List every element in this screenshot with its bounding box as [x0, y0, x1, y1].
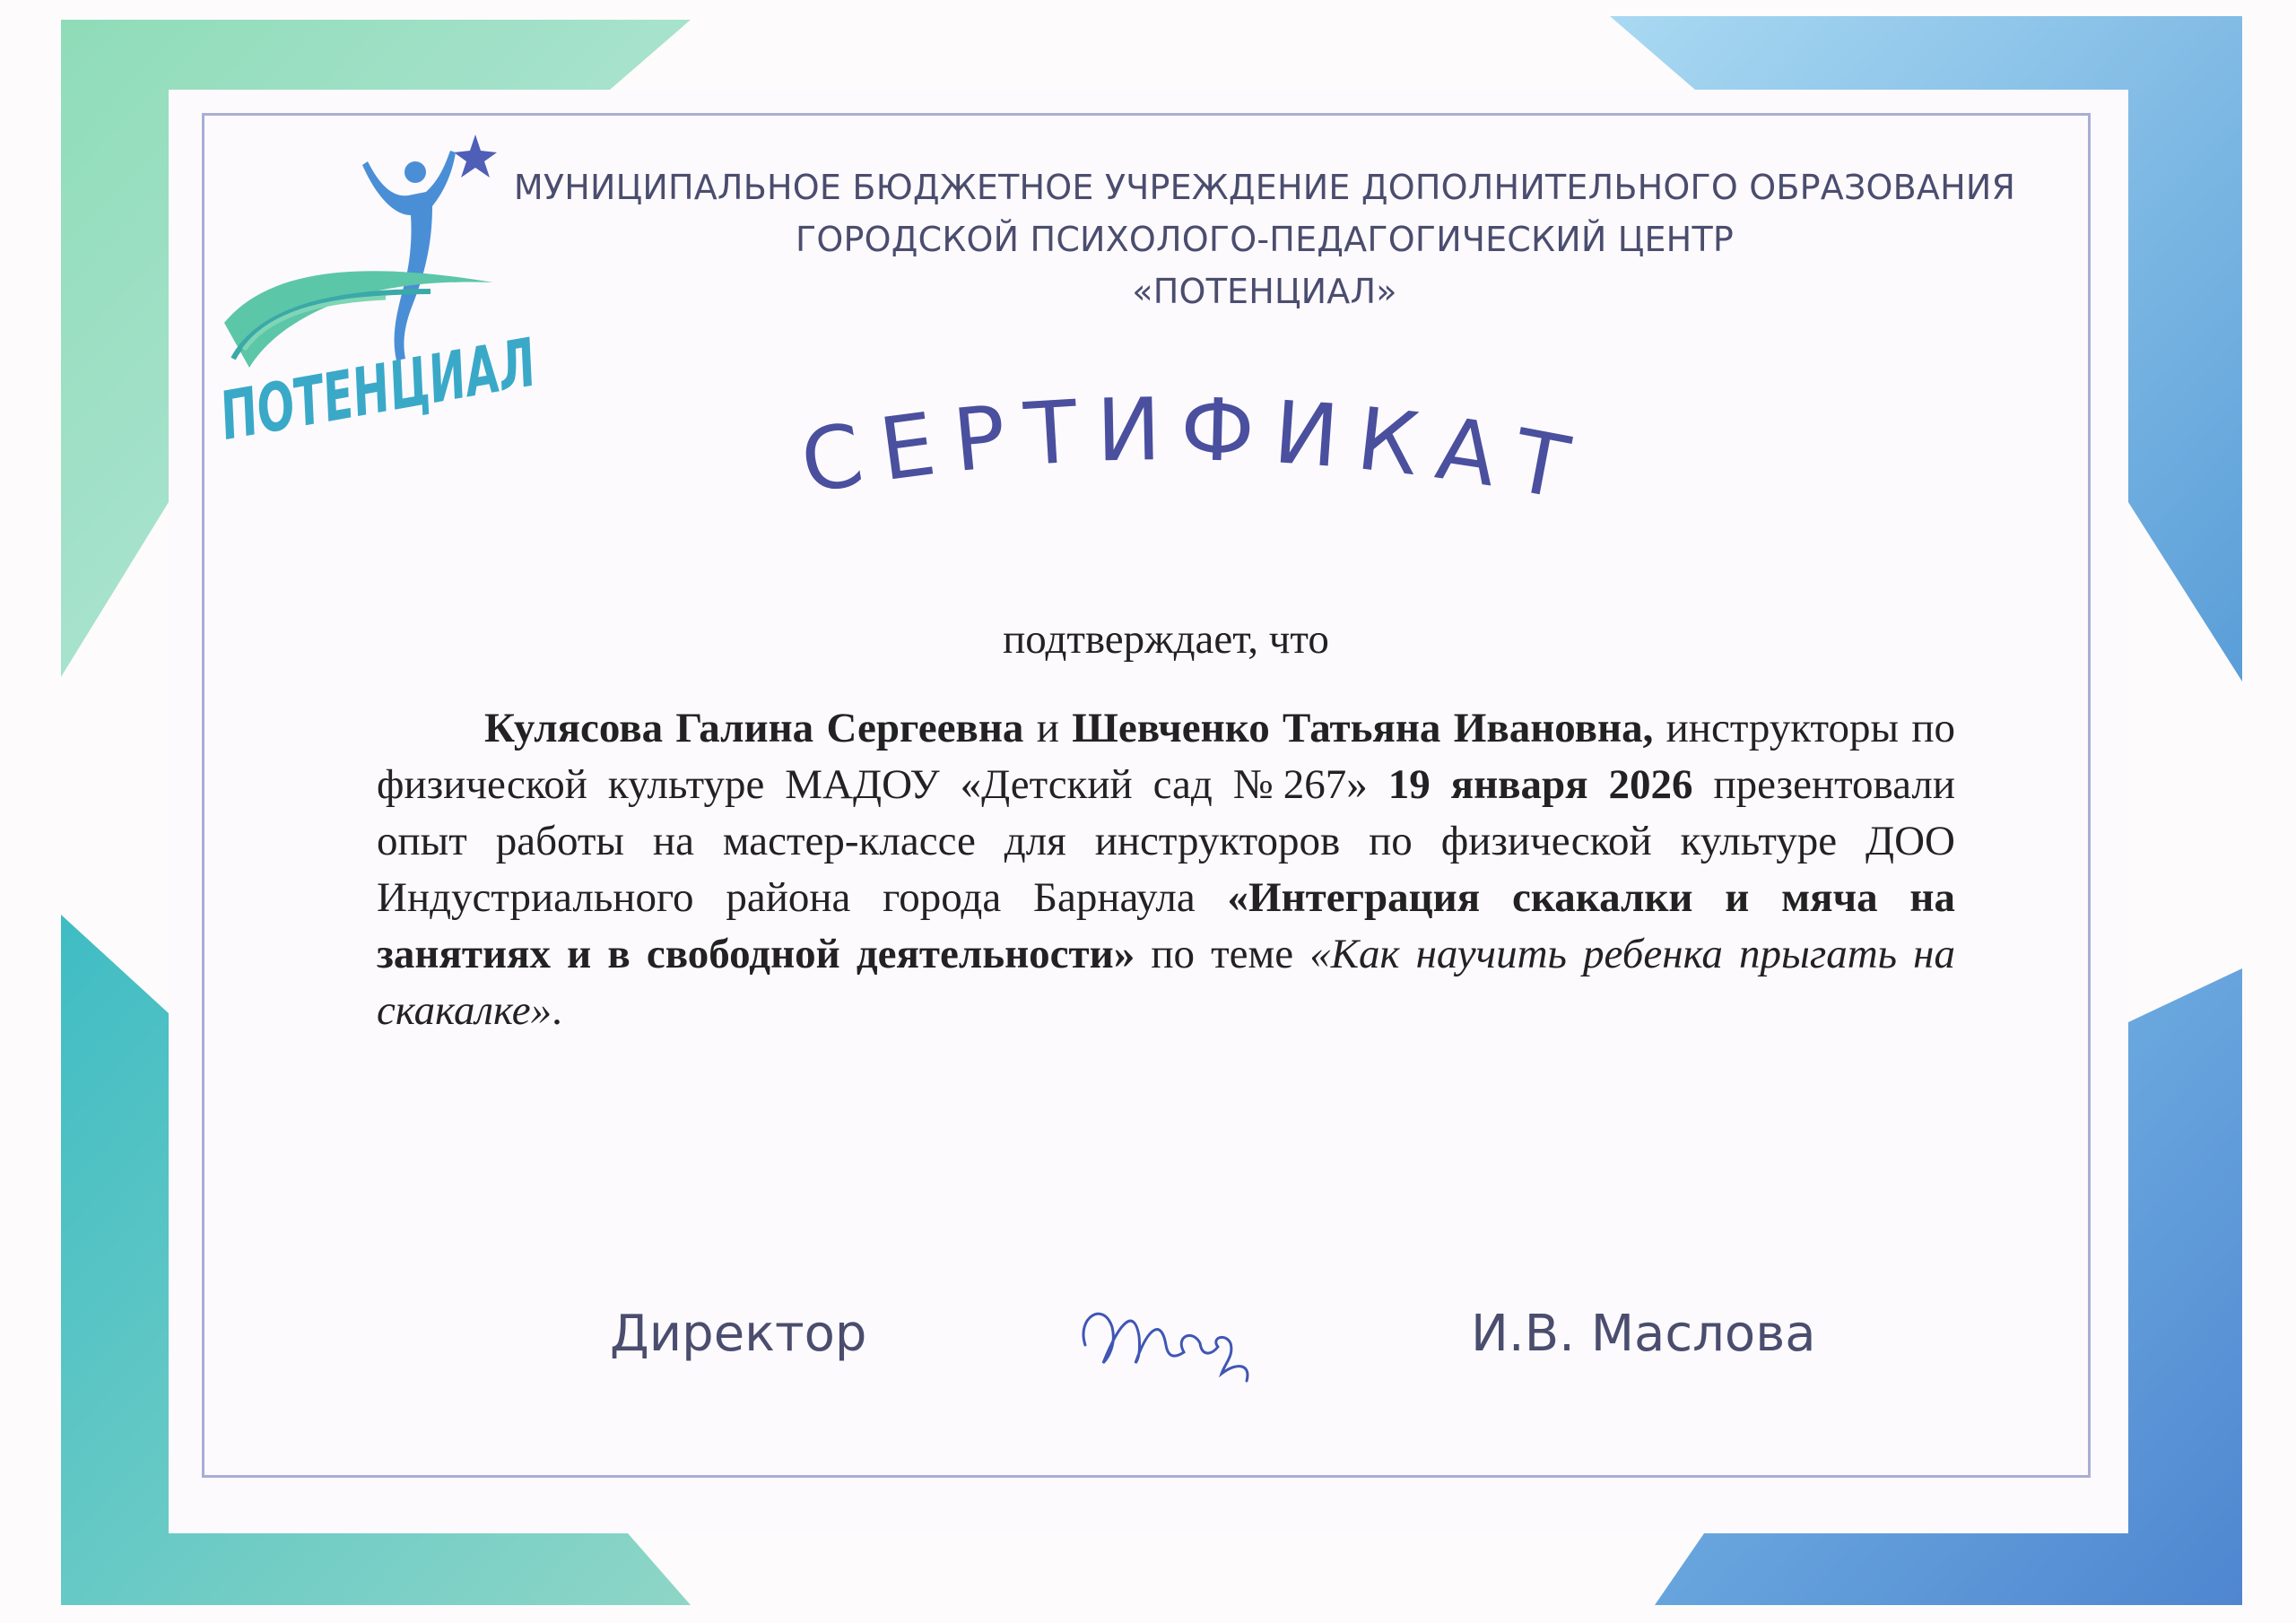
confirm-line: подтверждает, что: [1003, 616, 1329, 663]
org-line-3: «ПОТЕНЦИАЛ»: [1132, 272, 1397, 311]
topic-title: «Как научить ребенка прыгать на скакалке»: [377, 931, 1956, 1034]
certificate-title: [789, 386, 1596, 529]
main-paragraph: Кулясова Галина Сергеевна и Шевченко Татьяна Ивановна, инструкторы по физической культуре МАДОУ «Детский сад №267» 19 января 2026 презентовали опыт работы на мастер-классе для инструкторов по физической культуре ДОО Индустриального района города Барнаула «Интеграция скакалки и мяча на занятиях и в свободной деятельности» по теме «Как научить ребенка прыгать на скакалке».: [377, 705, 1956, 1034]
event-title: «Интеграция скакалки и мяча на занятиях и в свободной деятельности»: [377, 874, 1955, 977]
org-line-1: МУНИЦИПАЛЬНОЕ БЮДЖЕТНОЕ УЧРЕЖДЕНИЕ ДОПОЛНИТЕЛЬНОГО ОБРАЗОВАНИЯ: [513, 168, 2016, 207]
figure-star-logo-icon: [362, 151, 456, 360]
certificate-body: [377, 612, 1955, 1039]
event-date: 19 января 2026: [1387, 761, 1693, 808]
recipient-name-1: Кулясова Галина Сергеевна: [484, 705, 1024, 751]
organization-header: [448, 161, 2081, 317]
signer-name: И.В. Маслова: [1471, 1305, 1816, 1363]
logo-text: ПОТЕНЦИАЛ: [214, 295, 703, 456]
org-line-2: ГОРОДСКОЙ ПСИХОЛОГО-ПЕДАГОГИЧЕСКИЙ ЦЕНТР: [796, 220, 1734, 259]
svg-text:СЕРТИФИКАТ: СЕРТИФИКАТ: [794, 386, 1580, 520]
signer-role: Директор: [610, 1305, 867, 1363]
recipient-name-2: Шевченко Татьяна Ивановна,: [1072, 705, 1654, 751]
handwritten-signature: [1067, 1273, 1283, 1399]
